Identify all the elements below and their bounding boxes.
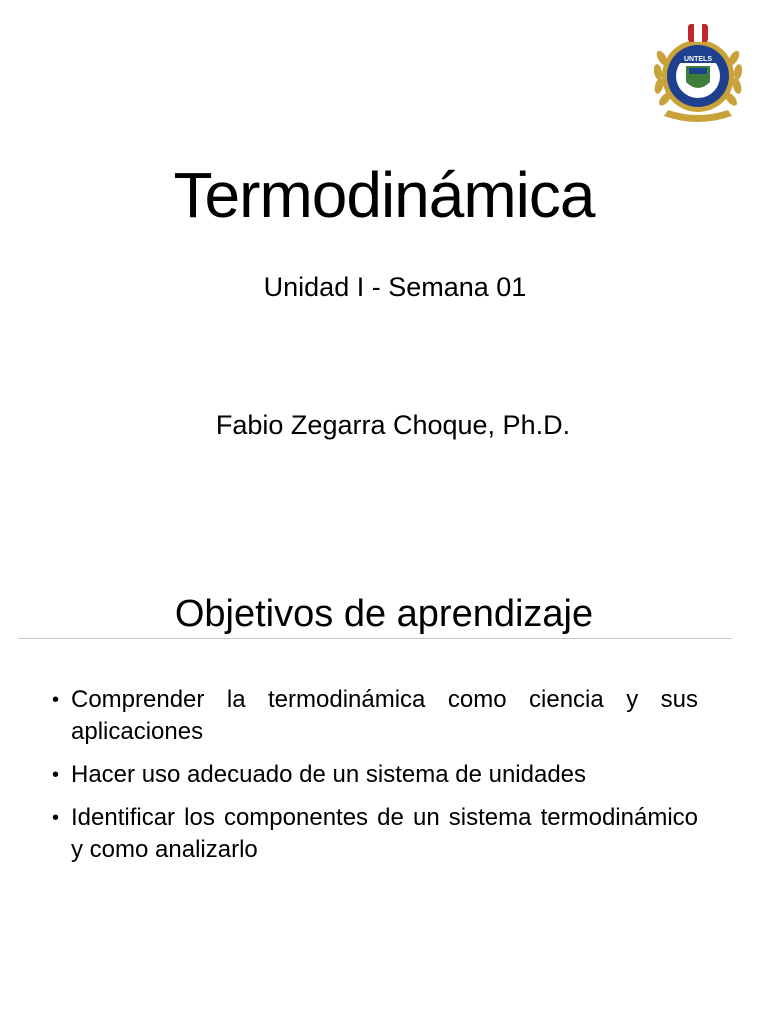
bullet-icon: • bbox=[52, 807, 60, 829]
list-item bbox=[48, 802, 698, 866]
author-name: Fabio Zegarra Choque, Ph.D. bbox=[215, 410, 571, 440]
list-item bbox=[48, 759, 698, 791]
objectives-slide bbox=[0, 576, 768, 1024]
objectives-title: Objetivos de aprendizaje bbox=[174, 593, 594, 635]
presentation-title: Termodinámica bbox=[173, 159, 595, 231]
objective-text: Identificar los componentes de un sistema termodinámico y como analizarlo bbox=[71, 804, 698, 863]
bullet-icon: • bbox=[52, 689, 60, 711]
title-divider bbox=[18, 638, 732, 639]
svg-text:UNTELS: UNTELS bbox=[684, 56, 712, 63]
objective-text: Comprender la termodinámica como ciencia y sus aplicaciones bbox=[71, 686, 698, 745]
objective-text: Hacer uso adecuado de un sistema de unidades bbox=[71, 761, 587, 788]
list-item bbox=[48, 684, 698, 748]
unit-subtitle: Unidad I - Semana 01 bbox=[263, 272, 527, 302]
objectives-list bbox=[48, 684, 698, 877]
bullet-icon: • bbox=[52, 764, 60, 786]
university-seal-icon bbox=[650, 18, 746, 130]
